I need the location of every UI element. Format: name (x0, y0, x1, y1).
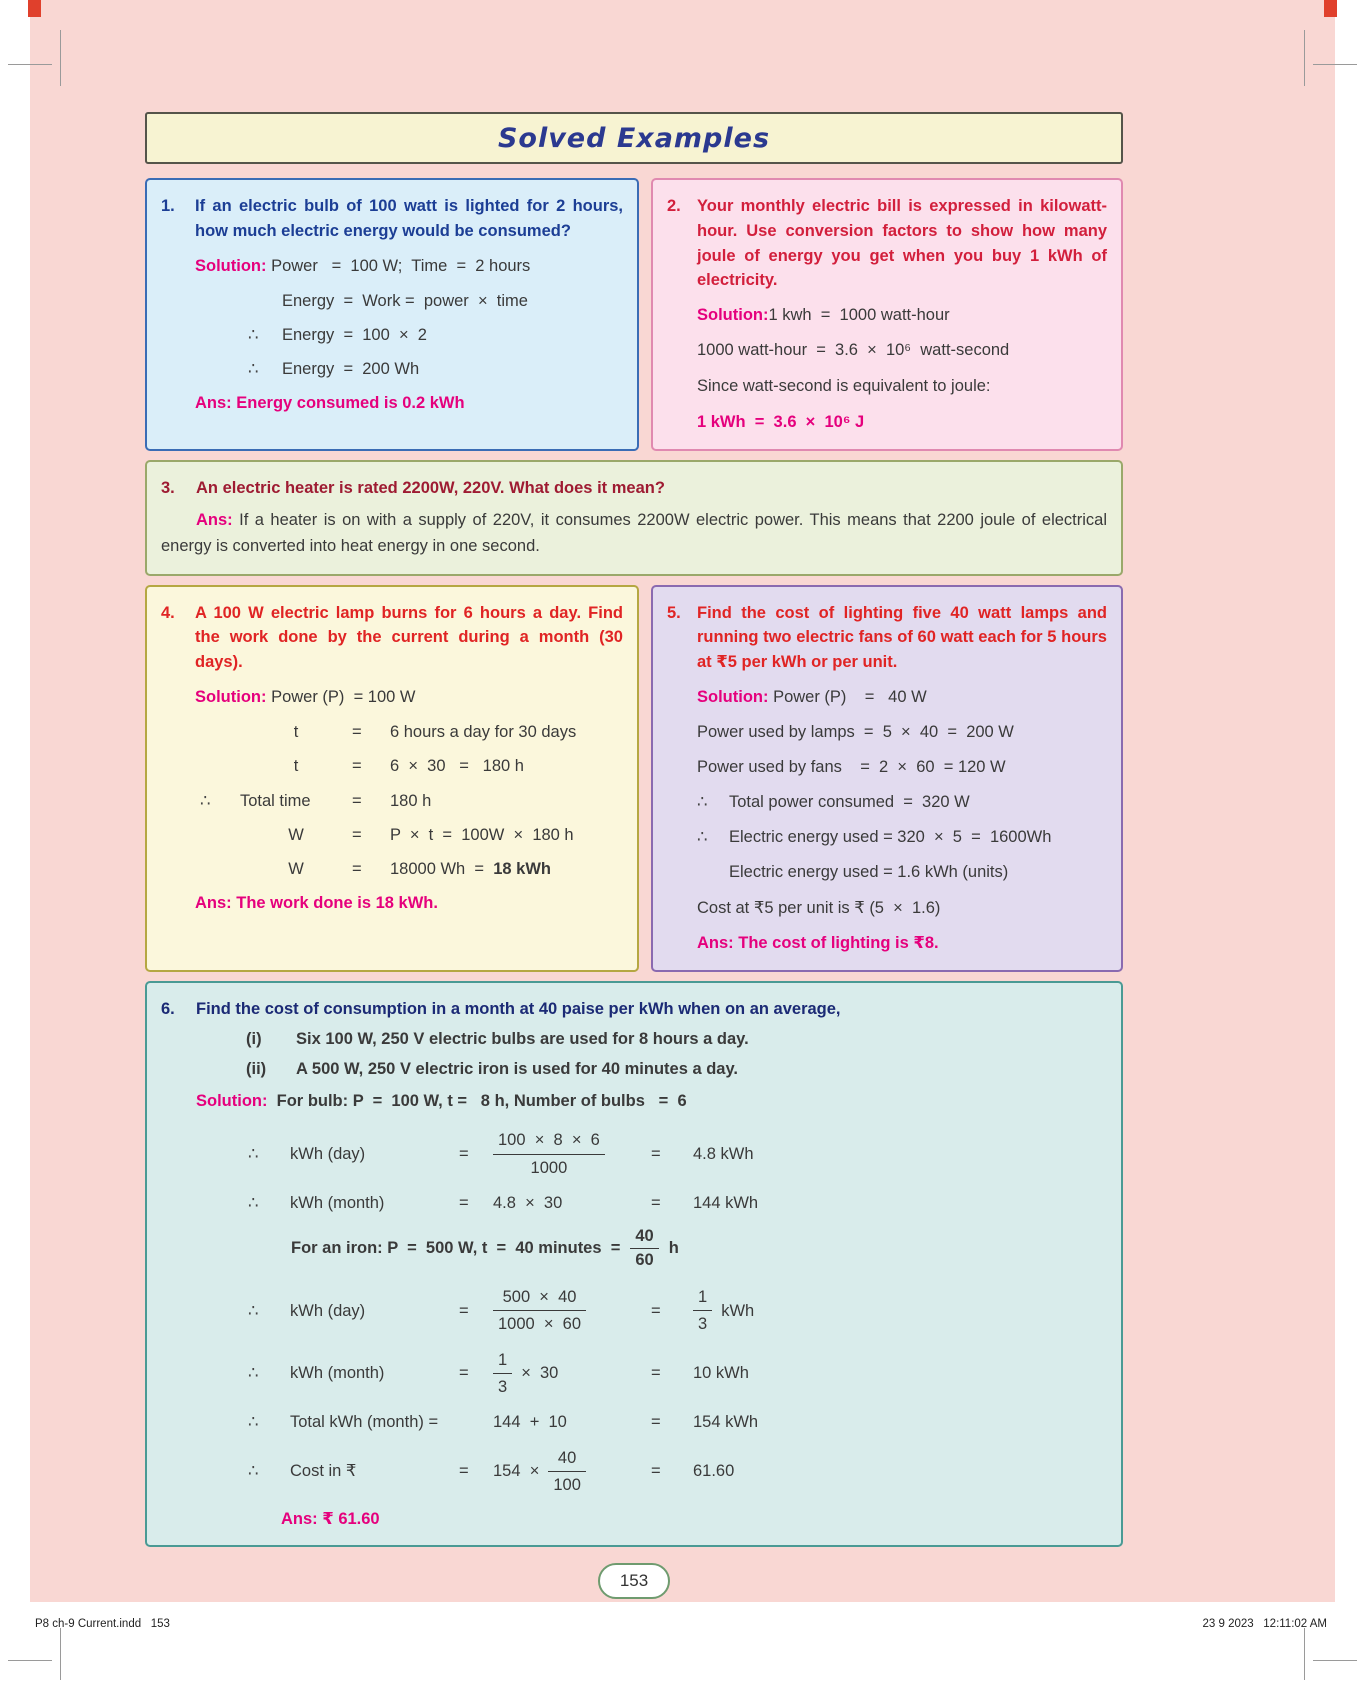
answer-text: Energy consumed is 0.2 kWh (231, 394, 465, 413)
equation-expression (493, 1447, 651, 1497)
therefore-symbol: ∴ (697, 793, 708, 812)
fraction-denominator: 3 (698, 1315, 708, 1334)
equation-expression: 144 + 10 (493, 1413, 567, 1432)
question-number: 6. (161, 999, 175, 1018)
iron-unit: h (668, 1239, 679, 1258)
answer-text: If a heater is on with a supply of 220V, it consumes 2200W electric power. This means that 2200 joule of electrical energy is converted into heat energy in one second. (161, 510, 1107, 556)
equation-line: Power used by lamps = 5 × 40 = 200 W (697, 723, 1014, 742)
sub-item-2 (246, 1060, 1107, 1079)
solution-line (195, 686, 623, 709)
example-4-question (161, 601, 623, 675)
item-number: (ii) (246, 1060, 267, 1079)
example-1-question (161, 194, 623, 244)
solution-label: Solution: (195, 687, 267, 706)
equals-sign: = (459, 1145, 469, 1164)
therefore-symbol: ∴ (200, 791, 211, 810)
fraction-numerator: 40 (630, 1227, 658, 1249)
solution-line (697, 686, 1107, 709)
item-text: Six 100 W, 250 V electric bulbs are used for 8 hours a day. (296, 1030, 749, 1049)
footer-file-name: P8 ch-9 Current.indd 153 (35, 1618, 170, 1630)
equation-rhs-text: 18000 Wh = (390, 860, 494, 879)
fraction-numerator: 1 (693, 1286, 712, 1311)
answer-label: Ans: (196, 510, 233, 529)
crop-mark (1313, 1660, 1357, 1661)
example-3-box (145, 460, 1123, 576)
equation-text: Electric energy used = 320 × 5 = 1600Wh (729, 828, 1052, 847)
equals-sign: = (651, 1193, 661, 1212)
example-3-question (161, 476, 1107, 501)
example-1-box (145, 178, 639, 451)
equals-sign: = (459, 1364, 469, 1383)
therefore-symbol: ∴ (248, 1462, 259, 1481)
footer-timestamp: 23 9 2023 12:11:02 AM (1202, 1618, 1327, 1630)
fraction-numerator: 500 × 40 (493, 1286, 586, 1311)
equation-result: 154 kWh (693, 1413, 759, 1432)
therefore-symbol: ∴ (248, 1413, 259, 1432)
equation-row (248, 1129, 1107, 1179)
example-5-box (651, 585, 1123, 972)
fraction (548, 1447, 586, 1497)
fraction (493, 1286, 651, 1336)
equation-row (248, 1349, 1107, 1399)
equation-line: Power used by fans = 2 × 60 = 120 W (697, 758, 1006, 777)
equation-line (697, 791, 1107, 814)
crop-mark (60, 1628, 61, 1680)
equation-result (693, 1286, 1107, 1336)
equation-row (248, 1286, 1107, 1336)
answer-line (195, 892, 623, 916)
page-number: 153 (619, 1571, 649, 1591)
therefore-symbol: ∴ (248, 1364, 259, 1383)
solution-line (195, 255, 623, 278)
answer-text: The cost of lighting is ₹8. (733, 933, 939, 952)
equation-lhs: kWh (day) (290, 1145, 366, 1164)
equals-sign: = (651, 1301, 661, 1320)
question-number: 4. (161, 603, 175, 622)
fraction-numerator: 1 (493, 1349, 512, 1374)
equation-row (248, 324, 623, 346)
example-4-box (145, 585, 639, 972)
equation-result: 4.8 kWh (693, 1145, 754, 1164)
equation-lhs: Total time (240, 791, 311, 810)
example-6-question (161, 997, 1107, 1022)
equals-sign: = (352, 723, 362, 742)
equation-lhs: kWh (day) (290, 1301, 366, 1320)
fraction-denominator: 60 (635, 1251, 654, 1270)
fraction (630, 1227, 658, 1270)
therefore-symbol: ∴ (697, 828, 708, 847)
equals-sign: = (352, 791, 362, 810)
equation-text: Energy = 100 × 2 (282, 325, 427, 344)
solution-text: Power (P) = 100 W (266, 687, 416, 706)
therefore-symbol (200, 721, 240, 743)
crop-mark (8, 64, 52, 65)
answer-label: Ans: (195, 894, 232, 913)
question-number: 3. (161, 479, 175, 498)
page-title: Solved Examples (497, 122, 771, 154)
therefore-symbol: ∴ (248, 360, 259, 379)
equation-line: Electric energy used = 1.6 kWh (units) (729, 863, 1009, 882)
therefore-symbol: ∴ (248, 1145, 259, 1164)
equation-lhs: Cost in ₹ (290, 1462, 357, 1481)
answer-line (195, 392, 623, 416)
equation-row (200, 858, 623, 880)
equals-sign: = (459, 1193, 469, 1212)
fraction-numerator: 100 × 8 × 6 (493, 1129, 605, 1154)
question-text: Your monthly electric bill is expressed in kilowatt-hour. Use conversion factors to show how many joule of energy you get when you buy 1 kWh of electricity. (697, 197, 1107, 290)
answer-paragraph (161, 507, 1107, 560)
iron-text: For an iron: P = 500 W, t = 40 minutes = (291, 1239, 621, 1258)
equation-row (248, 1447, 1107, 1497)
equation-rhs: 6 × 30 = 180 h (390, 757, 524, 776)
solution-label: Solution: (196, 1092, 268, 1111)
therefore-symbol (200, 824, 240, 846)
equation-rhs (390, 858, 623, 880)
equation-text: Energy = 200 Wh (282, 360, 420, 379)
example-5-question (667, 601, 1107, 675)
therefore-symbol: ∴ (248, 325, 259, 344)
question-text: Find the cost of consumption in a month at 40 paise per kWh when on an average, (196, 999, 841, 1018)
solution-label: Solution: (697, 687, 769, 706)
therefore-symbol: ∴ (248, 1193, 259, 1212)
equation-rhs-bold: 18 kWh (493, 860, 551, 879)
therefore-symbol (200, 755, 240, 777)
answer-label: Ans: (697, 933, 734, 952)
question-number: 5. (667, 603, 681, 622)
note-line: Since watt-second is equivalent to joule: (697, 377, 991, 396)
crop-mark (8, 1660, 52, 1661)
page-content (145, 112, 1123, 1599)
item-text: A 500 W, 250 V electric iron is used for 40 minutes a day. (296, 1060, 739, 1079)
equals-sign: = (651, 1413, 661, 1432)
equation-line: 1000 watt-hour = 3.6 × 10⁶ watt-second (697, 341, 1010, 360)
expression-text: 154 × (493, 1462, 540, 1481)
equation-text: Total power consumed = 320 W (729, 793, 970, 812)
iron-heading-line (291, 1227, 1107, 1270)
equals-sign: = (651, 1462, 661, 1481)
equation-expression (493, 1349, 651, 1399)
question-number: 1. (161, 197, 175, 215)
therefore-symbol (248, 290, 282, 312)
equation-row (200, 755, 623, 777)
solved-examples-header (145, 112, 1123, 164)
equation-rhs: 6 hours a day for 30 days (390, 723, 577, 742)
therefore-symbol (200, 858, 240, 880)
equals-sign: = (459, 1301, 469, 1320)
examples-row-2 (145, 585, 1123, 972)
equation-row (200, 721, 623, 743)
example-2-box (651, 178, 1123, 451)
fraction-denominator: 1000 (530, 1158, 568, 1177)
solution-text: For bulb: P = 100 W, t = 8 h, Number of bulbs = 6 (267, 1092, 687, 1111)
crop-mark (1304, 1628, 1305, 1680)
cost-line: Cost at ₹5 per unit is ₹ (5 × 1.6) (697, 898, 941, 917)
example-6-box (145, 981, 1123, 1548)
equals-sign: = (651, 1364, 661, 1383)
equation-result: 10 kWh (693, 1364, 749, 1383)
expression-text: × 30 (521, 1364, 559, 1383)
equation-result: 144 kWh (693, 1193, 759, 1212)
therefore-symbol: ∴ (248, 1301, 259, 1320)
fraction-numerator: 40 (548, 1447, 586, 1472)
result-fraction (693, 1286, 712, 1336)
crop-mark (1313, 64, 1357, 65)
equation-lhs: kWh (month) (290, 1364, 385, 1383)
question-number: 2. (667, 197, 681, 215)
equation-lhs: t (293, 723, 299, 742)
solution-label: Solution: (697, 306, 769, 324)
equation-line (697, 826, 1107, 849)
question-text: A 100 W electric lamp burns for 6 hours a day. Find the work done by the current during a month (30 days). (195, 603, 623, 672)
question-text: If an electric bulb of 100 watt is lighted for 2 hours, how much electric energy would be consumed? (195, 197, 623, 240)
equation-row (248, 358, 623, 380)
equation-rhs: P × t = 100W × 180 h (390, 825, 574, 844)
question-text: Find the cost of lighting five 40 watt lamps and running two electric fans of 60 watt each for 5 hours at ₹5 per kWh or per unit. (697, 603, 1107, 672)
answer-label: Ans: (195, 394, 232, 413)
equation-row (200, 824, 623, 846)
crop-mark (1304, 30, 1305, 86)
answer-text: ₹ 61.60 (317, 1510, 380, 1529)
example-2-question (667, 194, 1107, 293)
answer-text: The work done is 18 kWh. (231, 894, 438, 913)
equals-sign: = (352, 860, 362, 879)
equation-lhs: W (288, 825, 304, 844)
equation-rhs: 180 h (390, 791, 432, 810)
solution-line (697, 304, 1107, 327)
equals-sign: = (352, 757, 362, 776)
answer-line (281, 1509, 1107, 1529)
equation-row (248, 290, 623, 312)
sub-item-1 (246, 1030, 1107, 1049)
equals-sign: = (352, 825, 362, 844)
fraction-denominator: 100 (553, 1475, 581, 1494)
answer-line: 1 kWh = 3.6 × 10⁶ J (697, 413, 865, 432)
fraction (493, 1349, 512, 1399)
solution-label: Solution: (195, 256, 267, 275)
question-text: An electric heater is rated 2200W, 220V. What does it mean? (196, 479, 665, 498)
bleed-mark-top-right (1324, 0, 1337, 17)
fraction-denominator: 3 (498, 1378, 508, 1396)
answer-label: Ans: (281, 1510, 318, 1529)
fraction-denominator: 1000 × 60 (498, 1315, 582, 1334)
equation-lhs: Total kWh (month) = (290, 1413, 439, 1432)
page-number-badge (598, 1563, 670, 1599)
solution-text: 1 kwh = 1000 watt-hour (768, 306, 950, 324)
equation-result: 61.60 (693, 1462, 735, 1481)
equals-sign: = (651, 1145, 661, 1164)
crop-mark (60, 30, 61, 86)
solution-text: Power (P) = 40 W (768, 687, 927, 706)
equation-lhs: W (288, 860, 304, 879)
equation-expression: 4.8 × 30 (493, 1193, 563, 1212)
equation-lhs: kWh (month) (290, 1193, 385, 1212)
equation-row (248, 1411, 1107, 1433)
equation-row (200, 790, 623, 812)
item-number: (i) (246, 1030, 262, 1049)
equals-sign: = (459, 1462, 469, 1481)
solution-text: Power = 100 W; Time = 2 hours (266, 256, 531, 275)
answer-line (697, 932, 1107, 956)
equation-text: Energy = Work = power × time (282, 291, 528, 310)
bleed-mark-top-left (28, 0, 41, 17)
equation-lhs: t (293, 757, 299, 776)
result-unit: kWh (721, 1301, 755, 1320)
examples-row-1 (145, 178, 1123, 451)
equation-row (248, 1192, 1107, 1214)
solution-line (196, 1090, 1107, 1113)
fraction (493, 1129, 651, 1179)
